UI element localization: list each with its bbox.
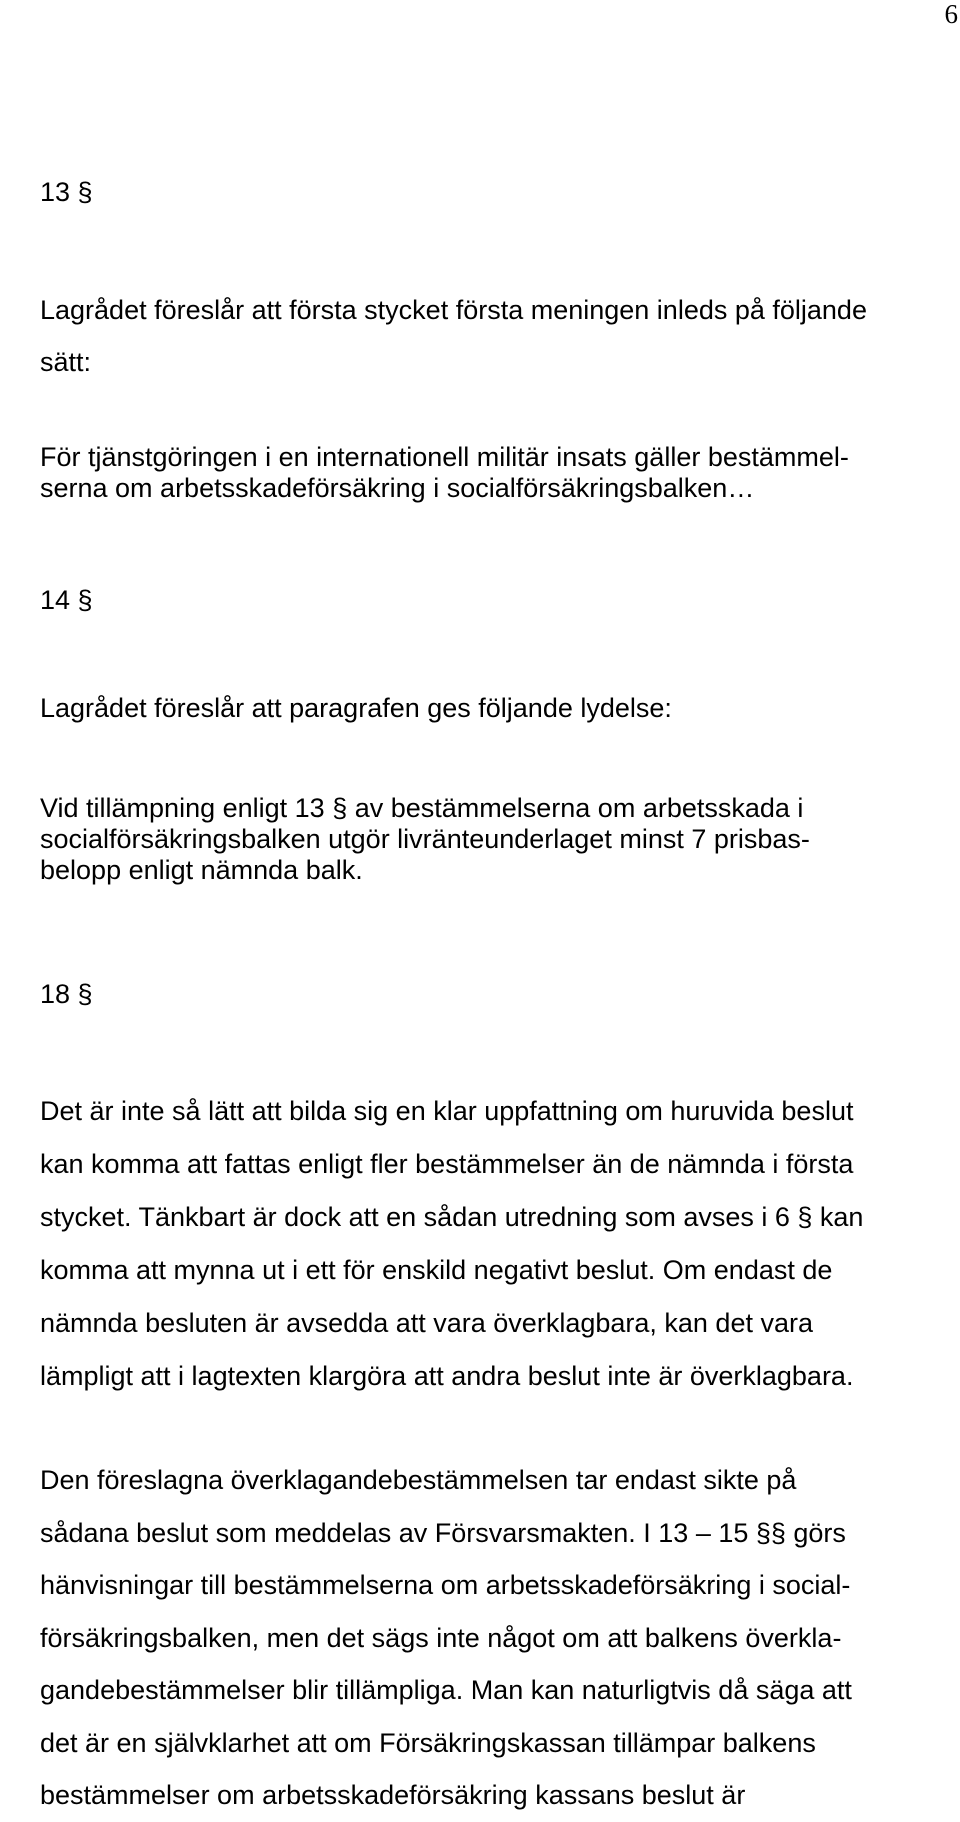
section-heading-text: 13 § <box>40 177 93 207</box>
text-line: Vid tillämpning enligt 13 § av bestämmelserna om arbetsskada i <box>40 793 804 823</box>
text-line: Det är inte så lätt att bilda sig en klar uppfattning om huruvida beslut <box>40 1096 854 1126</box>
text-line: Lagrådet föreslår att första stycket första meningen inleds på följande <box>40 295 867 325</box>
section-13-paragraph-2 <box>40 442 849 504</box>
text-line: socialförsäkringsbalken utgör livränteunderlaget minst 7 prisbas- <box>40 824 810 854</box>
text-line: serna om arbetsskadeförsäkring i socialförsäkringsbalken… <box>40 473 755 503</box>
text-line: Lagrådet föreslår att paragrafen ges följande lydelse: <box>40 693 672 723</box>
text-line: bestämmelser om arbetsskadeförsäkring kassans beslut är <box>40 1780 746 1810</box>
section-heading-text: 14 § <box>40 585 93 615</box>
text-line: Den föreslagna överklagandebestämmelsen tar endast sikte på <box>40 1465 797 1495</box>
text-line: stycket. Tänkbart är dock att en sådan utredning som avses i 6 § kan <box>40 1202 864 1232</box>
section-18-paragraph-1 <box>40 1085 863 1403</box>
section-18-heading <box>40 978 93 1010</box>
text-line: hänvisningar till bestämmelserna om arbetsskadeförsäkring i social- <box>40 1570 851 1600</box>
section-14-paragraph-2 <box>40 793 810 886</box>
section-13-heading <box>40 176 93 208</box>
text-line: lämpligt att i lagtexten klargöra att andra beslut inte är överklagbara. <box>40 1361 854 1391</box>
text-line: gandebestämmelser blir tillämpliga. Man kan naturligtvis då säga att <box>40 1675 852 1705</box>
section-14-heading <box>40 584 93 616</box>
text-line: För tjänstgöringen i en internationell militär insats gäller bestämmel- <box>40 442 849 472</box>
section-13-paragraph-1 <box>40 284 867 388</box>
text-line: belopp enligt nämnda balk. <box>40 855 363 885</box>
text-line: nämnda besluten är avsedda att vara överklagbara, kan det vara <box>40 1308 813 1338</box>
text-line: komma att mynna ut i ett för enskild negativt beslut. Om endast de <box>40 1255 833 1285</box>
section-heading-text: 18 § <box>40 979 93 1009</box>
text-line: kan komma att fattas enligt fler bestämmelser än de nämnda i första <box>40 1149 854 1179</box>
text-line: sätt: <box>40 347 92 377</box>
section-18-paragraph-2 <box>40 1454 852 1822</box>
page-number: 6 <box>944 0 958 29</box>
text-line: försäkringsbalken, men det sägs inte något om att balkens överkla- <box>40 1622 842 1653</box>
section-14-paragraph-1 <box>40 692 672 724</box>
text-line: det är en självklarhet att om Försäkringskassan tillämpar balkens <box>40 1727 816 1758</box>
text-line: sådana beslut som meddelas av Försvarsmakten. I 13 – 15 §§ görs <box>40 1517 846 1548</box>
